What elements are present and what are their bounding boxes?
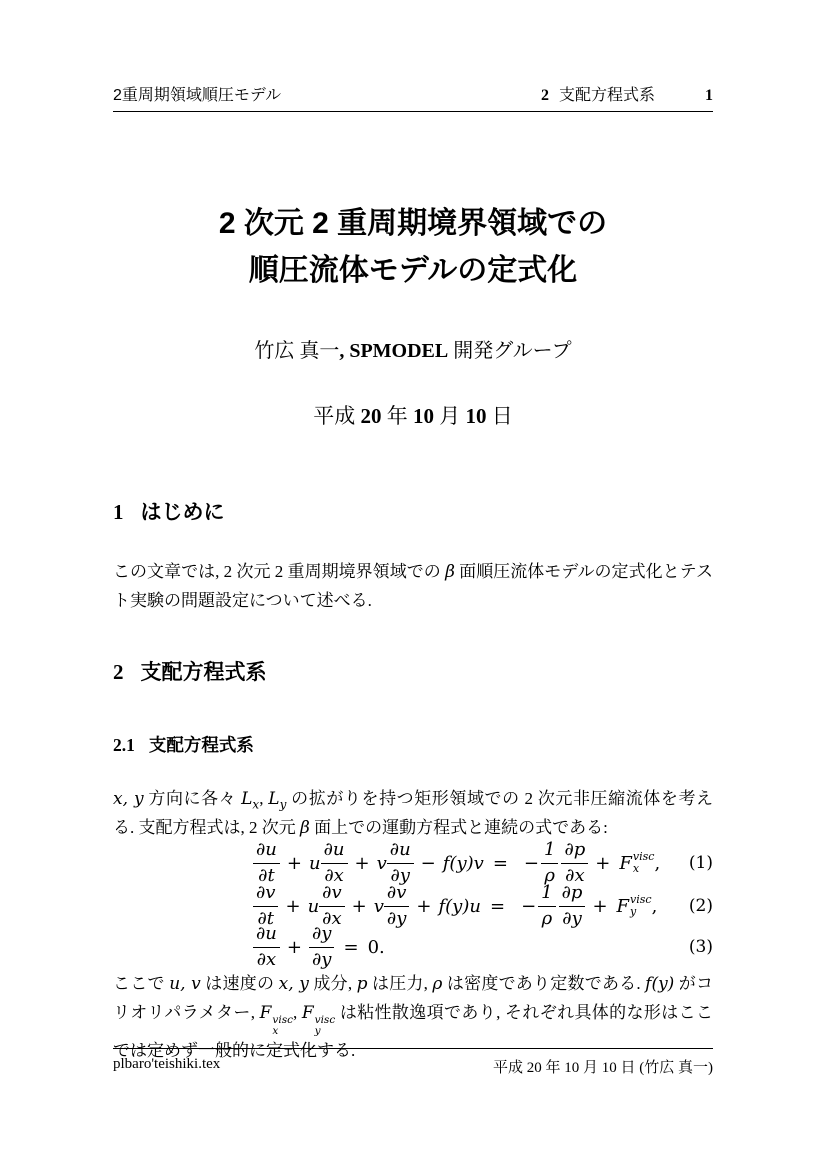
math-var: v	[373, 895, 384, 917]
math-var-beta: β	[445, 562, 455, 582]
fraction	[321, 838, 348, 886]
text-run: の拡がりを持つ矩形領域での 2 次元非圧縮流体を考える.	[113, 789, 714, 837]
equals-sign: =	[343, 936, 359, 958]
fraction	[253, 881, 278, 929]
section-1-number: 1	[113, 500, 124, 524]
header-section-number: 2	[540, 87, 549, 104]
paper-title-line2: 順圧流体モデルの定式化	[248, 254, 578, 287]
frac-numerator: ∂v	[384, 884, 409, 907]
header-left-title: 2重周期領域順圧モデル	[113, 87, 282, 104]
footer-date-author: 平成 20 年 10 月 10 日 (竹広 真一)	[493, 1060, 713, 1076]
math-var-beta: β	[300, 817, 310, 838]
frac-denominator: ∂y	[312, 948, 332, 970]
frac-numerator: 1	[541, 841, 558, 864]
frac-denominator: ∂y	[390, 864, 410, 886]
math-var-F: F	[301, 1002, 314, 1023]
frac-denominator: ρ	[541, 907, 553, 929]
fraction	[309, 922, 334, 970]
math-var-F: F	[619, 852, 632, 874]
date-day: 10	[465, 404, 487, 428]
frac-denominator: ∂x	[322, 907, 342, 929]
math-var: u	[307, 895, 320, 917]
frac-numerator: ∂u	[253, 841, 280, 864]
math-operator: +	[354, 852, 370, 874]
date-month-label: 月	[434, 404, 466, 428]
minus-sign: −	[523, 852, 539, 874]
math-var-fy: f(y)	[645, 974, 675, 994]
equation-1-body	[253, 838, 661, 886]
frac-denominator: ∂x	[256, 948, 277, 970]
frac-numerator: ∂u	[253, 925, 280, 948]
math-var-uv: u, v	[169, 974, 201, 994]
text-run: は速度の	[200, 974, 279, 993]
frac-numerator: ∂v	[319, 884, 344, 907]
math-operator: +	[286, 936, 302, 958]
date-year: 20	[360, 404, 382, 428]
equation-2-number: (2)	[688, 896, 713, 916]
text-run: 面上での運動方程式と連続の式である:	[309, 817, 608, 837]
fraction	[319, 881, 344, 929]
math-var-F: F	[616, 895, 630, 917]
text-run: がコリオリパラメター,	[113, 974, 714, 1022]
fraction	[253, 838, 280, 886]
header-section-title: 支配方程式系	[558, 87, 655, 104]
section-2-heading	[113, 656, 713, 686]
intro-paragraph	[113, 558, 713, 615]
text-run: 支配方程式は, 2 次元	[138, 817, 300, 837]
sup-sub-stack	[272, 1015, 293, 1037]
math-operator: +	[285, 895, 301, 917]
fraction	[561, 838, 588, 886]
math-operator: +	[595, 852, 611, 874]
superscript: visc	[272, 1013, 293, 1026]
frac-numerator: ∂p	[561, 841, 588, 864]
header-section-ref	[541, 82, 655, 105]
equation-comma: ,	[654, 852, 661, 874]
fraction	[387, 838, 414, 886]
text-run: は粘性散逸項であり, それぞれ具体的な形はここでは定めず一般的に定式化する.	[113, 1002, 714, 1060]
date-month: 10	[413, 404, 434, 428]
frac-denominator: ∂t	[258, 864, 275, 886]
math-sub-x: x	[252, 797, 260, 812]
equation-1	[113, 838, 713, 888]
math-var-rho: ρ	[432, 974, 443, 994]
equation-2	[113, 883, 713, 929]
math-operator: +	[416, 895, 432, 917]
superscript: visc	[630, 893, 652, 907]
frac-numerator: 1	[538, 884, 555, 907]
header-right-group	[541, 82, 713, 105]
frac-denominator: ρ	[544, 864, 556, 886]
math-var-xy: x, y	[113, 789, 144, 809]
math-term: f(y)u	[438, 895, 481, 917]
math-var-L: L	[241, 789, 253, 809]
equals-sign: =	[489, 895, 506, 917]
math-operator: −	[420, 852, 436, 874]
frac-numerator: ∂u	[387, 841, 414, 864]
viscous-term	[619, 851, 654, 874]
author-group-ja: 開発グループ	[448, 340, 572, 362]
date-year-label: 年	[381, 404, 413, 428]
math-operator: +	[351, 895, 367, 917]
text-run: は圧力,	[367, 974, 433, 993]
setup-paragraph	[113, 785, 713, 842]
equation-comma: ,	[651, 895, 658, 917]
math-operator: +	[286, 852, 302, 874]
superscript: visc	[314, 1013, 336, 1026]
frac-denominator: ∂x	[324, 864, 344, 886]
date-day-label: 日	[486, 404, 513, 428]
running-header	[113, 84, 713, 112]
sup-sub-stack	[630, 894, 652, 917]
math-term: f(y)v	[442, 852, 484, 874]
author-name: 竹広 真一	[254, 340, 340, 362]
equation-1-number: (1)	[688, 853, 713, 873]
text-run: ,	[259, 789, 269, 808]
subscript: y	[630, 905, 637, 918]
section-2-title: 支配方程式系	[140, 661, 267, 684]
date-era: 平成	[313, 404, 361, 428]
page-number: 1	[705, 87, 713, 104]
equals-sign: =	[492, 852, 508, 874]
author-line	[0, 334, 826, 363]
fraction	[541, 838, 558, 886]
paper-title	[0, 200, 826, 294]
sup-sub-stack	[315, 1015, 336, 1037]
frac-denominator: ∂y	[386, 907, 407, 929]
text-run: ,	[292, 1002, 302, 1022]
frac-denominator: ∂t	[257, 907, 275, 929]
math-var-F: F	[259, 1002, 272, 1023]
equation-3-body	[253, 922, 385, 970]
subsection-2-1-heading	[113, 732, 713, 757]
viscous-term	[617, 894, 652, 917]
date-line	[0, 400, 826, 430]
frac-numerator: ∂p	[559, 884, 586, 907]
subscript: y	[314, 1024, 321, 1037]
fraction	[253, 922, 280, 970]
section-1-heading	[113, 496, 713, 526]
footer-filename: plbaro'teishiki.tex	[113, 1056, 221, 1072]
text-run: 面順圧流体モデルの定式化とテスト実験の問題設定について述べる.	[113, 562, 713, 610]
fraction	[559, 881, 586, 929]
frac-numerator: ∂y	[309, 925, 334, 948]
math-var-p: p	[356, 974, 368, 994]
frac-numerator: ∂v	[253, 884, 278, 907]
math-var-L: L	[268, 789, 280, 809]
text-run: は密度であり定数である.	[442, 974, 646, 993]
equation-2-body	[253, 881, 658, 929]
subscript: x	[272, 1024, 279, 1037]
math-var-xy: x, y	[278, 974, 309, 994]
page-footer	[113, 1048, 713, 1088]
frac-denominator: ∂x	[565, 864, 585, 886]
text-run: この文章では, 2 次元 2 重周期境界領域での	[113, 562, 446, 581]
equation-3-number: (3)	[688, 937, 713, 957]
math-operator: +	[592, 895, 608, 917]
fraction	[384, 881, 409, 929]
math-var: u	[309, 852, 321, 874]
text-run: 方向に各々	[143, 789, 242, 808]
section-1-title: はじめに	[140, 501, 225, 524]
author-group-latin: , SPMODEL	[339, 340, 449, 362]
text-run: ここで	[113, 974, 170, 993]
paper-title-line1: 2 次元 2 重周期境界領域での	[218, 207, 608, 240]
frac-denominator: ∂y	[562, 907, 582, 929]
subscript: x	[632, 862, 640, 875]
equation-3	[113, 924, 713, 970]
equation-rhs: 0.	[367, 936, 385, 958]
minus-sign: −	[521, 895, 537, 917]
sup-sub-stack	[633, 851, 655, 874]
superscript: visc	[632, 850, 655, 864]
fraction	[538, 881, 555, 929]
section-2-number: 2	[113, 660, 124, 684]
math-var: v	[376, 852, 387, 874]
frac-numerator: ∂u	[321, 841, 348, 864]
subsection-2-1-number: 2.1	[113, 735, 135, 755]
subsection-2-1-title: 支配方程式系	[148, 735, 254, 755]
math-sub-y: y	[279, 797, 287, 812]
text-run: 成分,	[308, 974, 357, 993]
